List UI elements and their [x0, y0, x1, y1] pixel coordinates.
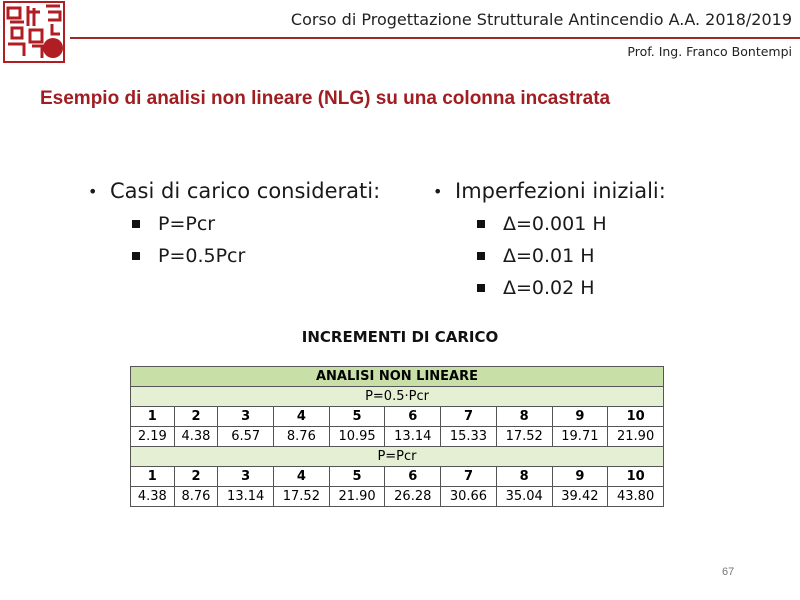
load-increments-table — [130, 366, 664, 507]
step-cell: 2 — [174, 467, 218, 487]
course-title: Corso di Progettazione Strutturale Antincendio A.A. 2018/2019 — [290, 10, 792, 29]
load-case-text: P=Pcr — [158, 213, 216, 235]
value-cell: 8.76 — [174, 487, 218, 507]
square-bullet-icon — [132, 220, 140, 228]
bullet-dot-icon: • — [88, 181, 98, 201]
imperfection-text: Δ=0.02 H — [503, 277, 595, 299]
square-bullet-icon — [477, 252, 485, 260]
header-divider — [70, 37, 800, 39]
step-cell: 10 — [608, 467, 664, 487]
load-cases-list — [88, 176, 380, 272]
step-cell: 1 — [131, 407, 175, 427]
table-header: ANALISI NON LINEARE — [131, 367, 664, 387]
imperfections-bullet — [433, 176, 666, 206]
load-cases-label: Casi di carico considerati: — [110, 179, 381, 203]
value-cell: 17.52 — [274, 487, 330, 507]
section-label: P=0.5·Pcr — [131, 387, 664, 407]
load-cases-bullet — [88, 176, 380, 206]
square-bullet-icon — [477, 220, 485, 228]
step-cell: 2 — [174, 407, 218, 427]
step-cell: 10 — [608, 407, 664, 427]
step-cell: 9 — [552, 467, 608, 487]
step-cell: 3 — [218, 467, 274, 487]
imperfections-label: Imperfezioni iniziali: — [455, 179, 666, 203]
value-cell: 21.90 — [608, 427, 664, 447]
step-cell: 8 — [496, 467, 552, 487]
value-cell: 6.57 — [218, 427, 274, 447]
imperfection-text: Δ=0.01 H — [503, 245, 595, 267]
table-title: INCREMENTI DI CARICO — [301, 328, 499, 346]
step-cell: 6 — [385, 407, 441, 427]
step-cell: 1 — [131, 467, 175, 487]
value-cell: 43.80 — [608, 487, 664, 507]
value-cell: 8.76 — [274, 427, 330, 447]
table-row — [131, 407, 664, 427]
section-label-row — [131, 447, 664, 467]
value-cell: 35.04 — [496, 487, 552, 507]
section-label-row — [131, 387, 664, 407]
value-cell: 15.33 — [441, 427, 497, 447]
value-cell: 4.38 — [174, 427, 218, 447]
list-item — [132, 240, 380, 272]
university-seal-icon — [2, 0, 66, 64]
section-label: P=Pcr — [131, 447, 664, 467]
value-cell: 2.19 — [131, 427, 175, 447]
load-case-text: P=0.5Pcr — [158, 245, 246, 267]
square-bullet-icon — [132, 252, 140, 260]
step-cell: 5 — [329, 407, 385, 427]
list-item — [477, 272, 666, 304]
list-item — [132, 208, 380, 240]
imperfections-list — [433, 176, 666, 304]
value-cell: 13.14 — [218, 487, 274, 507]
value-cell: 30.66 — [441, 487, 497, 507]
table-row — [131, 427, 664, 447]
step-cell: 3 — [218, 407, 274, 427]
step-cell: 6 — [385, 467, 441, 487]
step-cell: 9 — [552, 407, 608, 427]
step-cell: 8 — [496, 407, 552, 427]
value-cell: 10.95 — [329, 427, 385, 447]
value-cell: 21.90 — [329, 487, 385, 507]
value-cell: 4.38 — [131, 487, 175, 507]
page-number: 67 — [722, 566, 735, 578]
slide-title: Esempio di analisi non lineare (NLG) su una colonna incastrata — [40, 88, 611, 109]
bullet-dot-icon: • — [433, 181, 443, 201]
step-cell: 7 — [441, 407, 497, 427]
imperfection-text: Δ=0.001 H — [503, 213, 607, 235]
step-cell: 4 — [274, 407, 330, 427]
list-item — [477, 240, 666, 272]
square-bullet-icon — [477, 284, 485, 292]
list-item — [477, 208, 666, 240]
step-cell: 5 — [329, 467, 385, 487]
value-cell: 17.52 — [496, 427, 552, 447]
table-header-row — [131, 367, 664, 387]
table-row — [131, 467, 664, 487]
step-cell: 4 — [274, 467, 330, 487]
value-cell: 26.28 — [385, 487, 441, 507]
step-cell: 7 — [441, 467, 497, 487]
table-row — [131, 487, 664, 507]
value-cell: 13.14 — [385, 427, 441, 447]
value-cell: 39.42 — [552, 487, 608, 507]
value-cell: 19.71 — [552, 427, 608, 447]
professor-name: Prof. Ing. Franco Bontempi — [627, 44, 792, 59]
